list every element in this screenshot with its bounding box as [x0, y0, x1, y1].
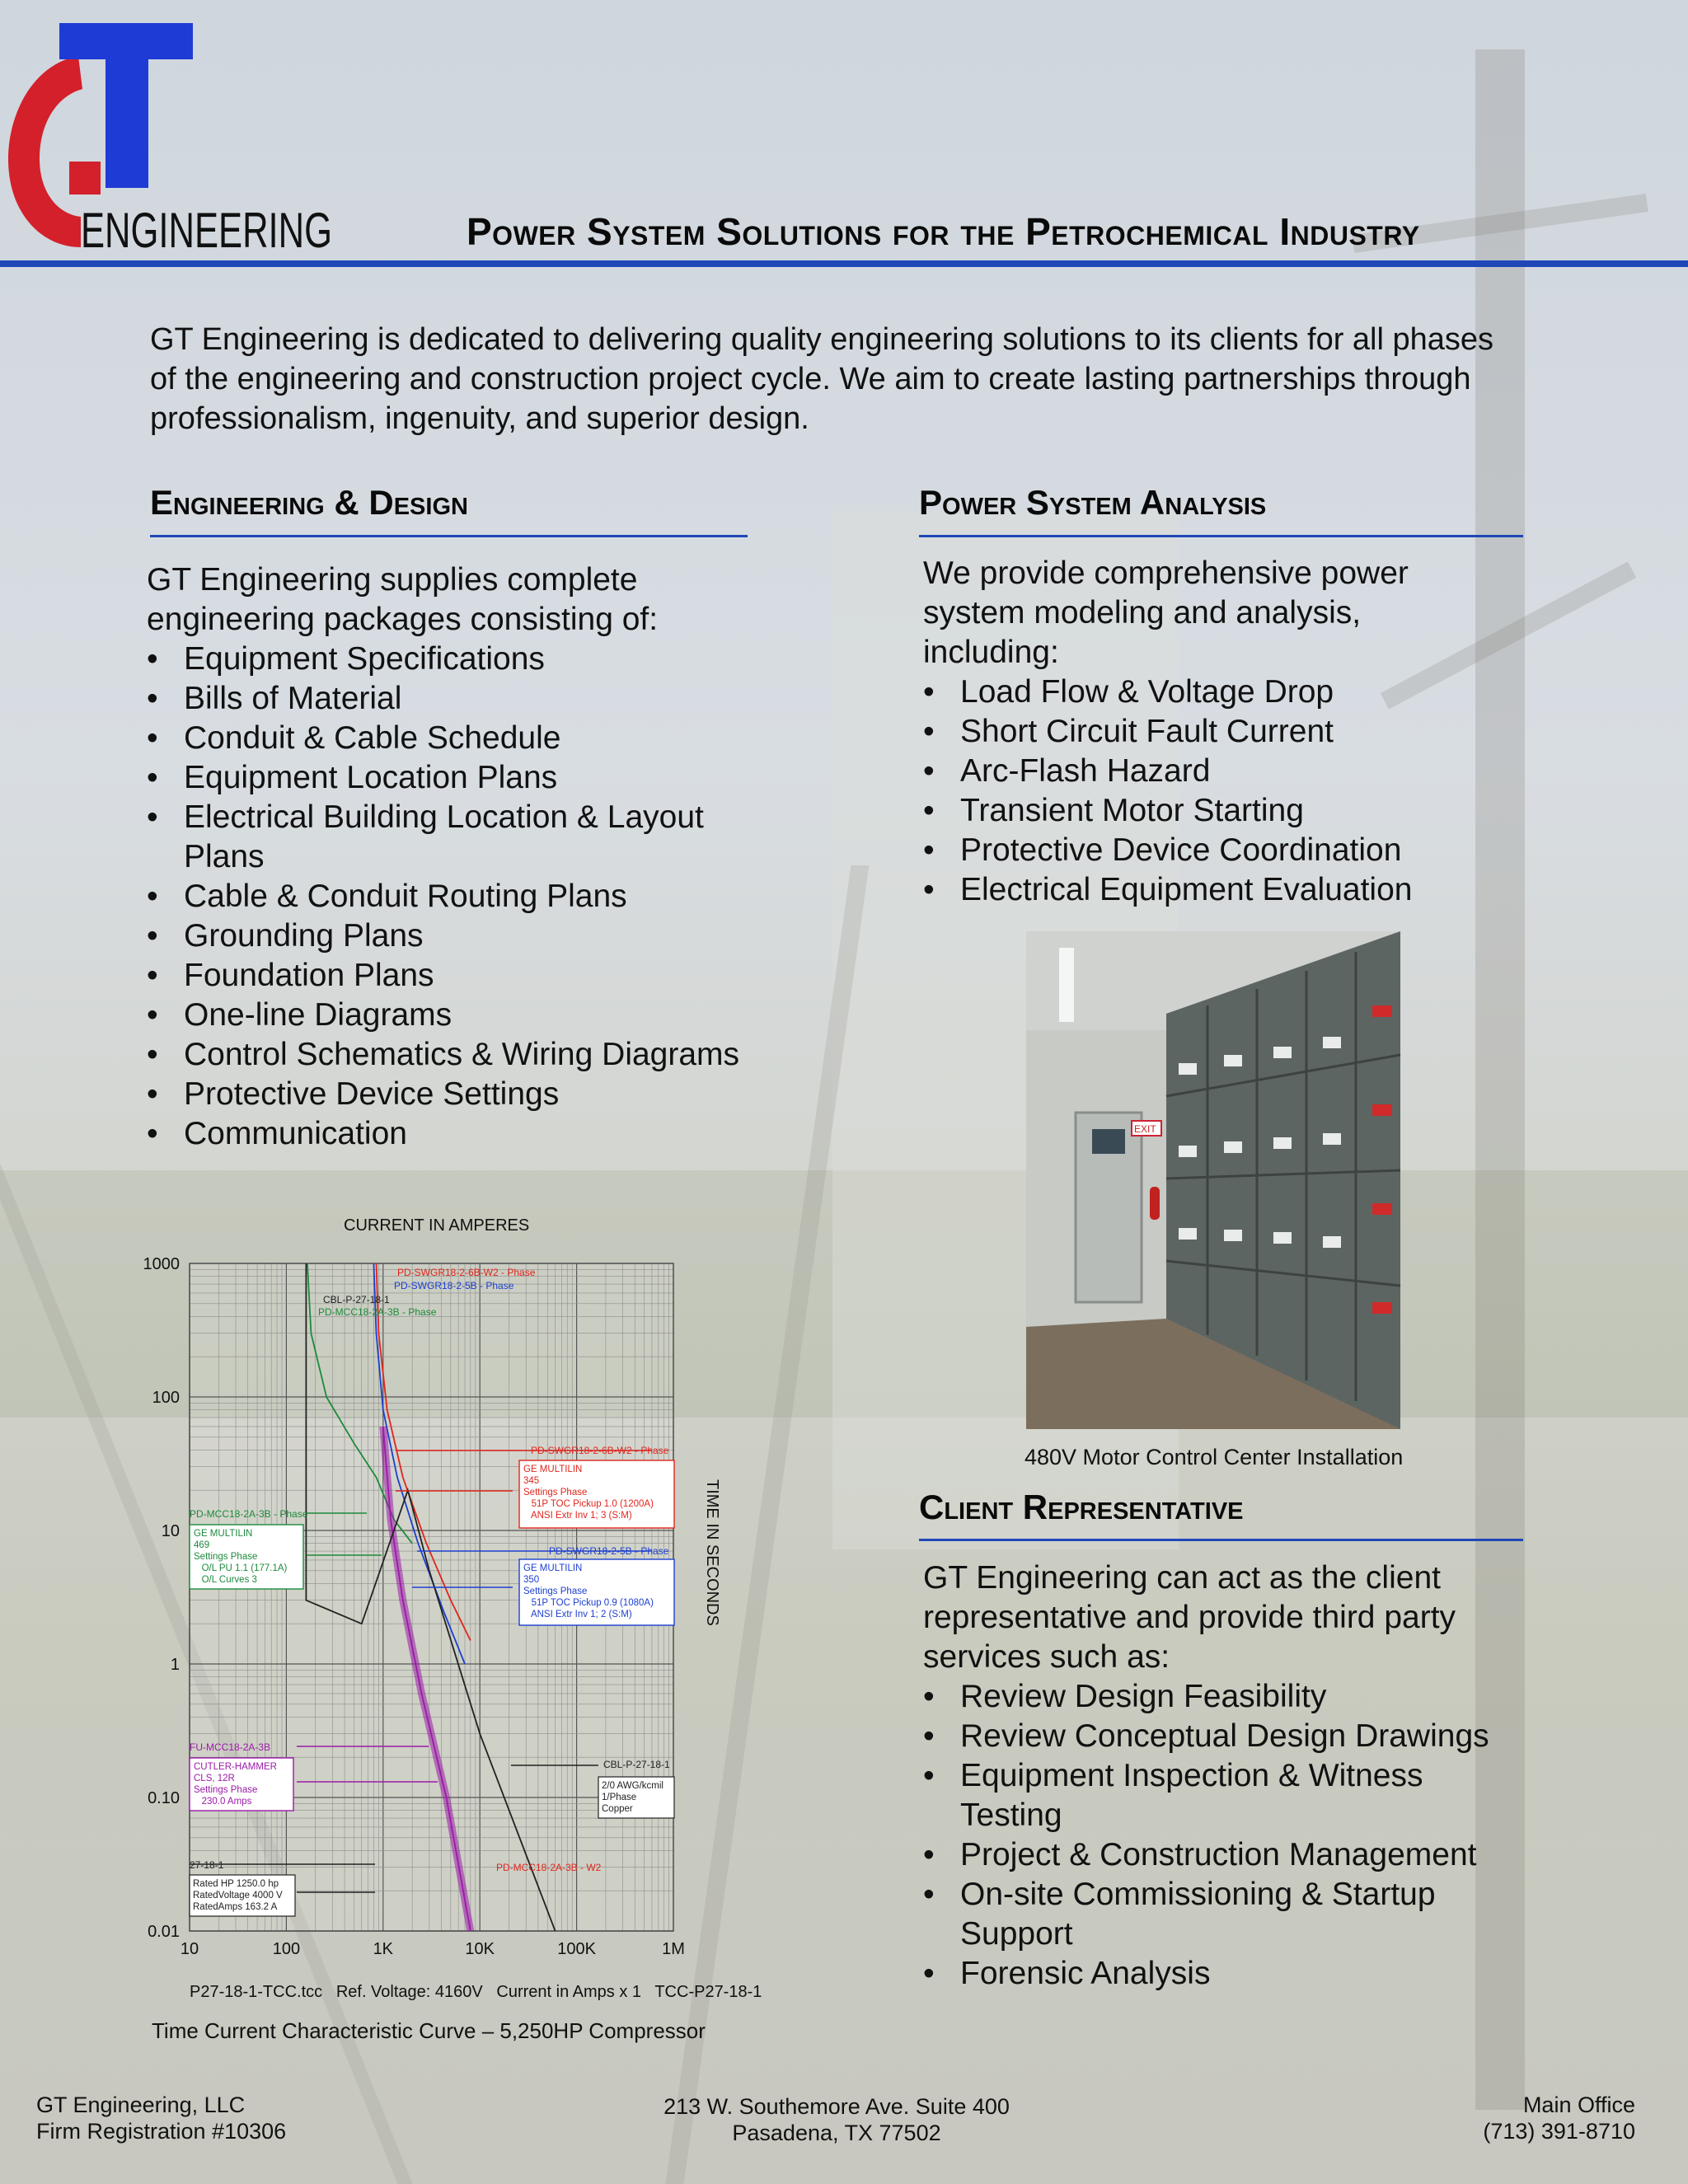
list-item: • Load Flow & Voltage Drop — [923, 673, 1500, 712]
list-item: • Protective Device Settings — [147, 1075, 740, 1114]
svg-text:ANSI Extr Inv 1; 3 (S:M): ANSI Extr Inv 1; 3 (S:M) — [523, 1511, 632, 1521]
svg-text:ANSI Extr Inv 1; 2 (S:M): ANSI Extr Inv 1; 2 (S:M) — [523, 1610, 632, 1619]
tcc-curve-label: PD-MCC18-2A-3B - Phase — [318, 1306, 437, 1318]
tcc-x-axis-title: CURRENT IN AMPERES — [344, 1216, 530, 1235]
footer-address — [577, 2093, 1096, 2146]
tcc-curve-label: CBL-P-27-18-1 — [323, 1294, 390, 1305]
list-item: • Protective Device Coordination — [923, 831, 1500, 870]
logo-g-shape — [8, 56, 82, 247]
tcc-chart-title: Time Current Characteristic Curve – 5,250HP Compressor — [152, 2018, 706, 2043]
photo-caption: 480V Motor Control Center Installation — [1025, 1445, 1404, 1469]
svg-text:1/Phase: 1/Phase — [602, 1793, 637, 1802]
tcc-x-tick-label: 10 — [180, 1940, 199, 1958]
tcc-x-tick-label: 10K — [465, 1940, 495, 1958]
footer-company: GT Engineering, LLC — [36, 2093, 246, 2117]
intro-paragraph: GT Engineering is dedicated to delivering quality engineering solutions to its clients for all phases of the engineering and construction project cycle. We aim to create lasting partnerships through professionalism, ingenuity, and superior design. — [150, 322, 1494, 436]
tcc-curve-label: CBL-P-27-18-1 — [603, 1759, 670, 1770]
footer-registration: Firm Registration #10306 — [36, 2119, 287, 2144]
tcc-curve-label: PD-SWGR18-2-5B - Phase — [394, 1280, 514, 1291]
svg-text:345: 345 — [523, 1476, 540, 1486]
mcc-installation-photo — [1026, 931, 1400, 1429]
svg-text:2/0 AWG/kcmil: 2/0 AWG/kcmil — [602, 1781, 663, 1791]
list-item: • On-site Commissioning & Startup Support — [923, 1875, 1517, 1954]
list-item: • Foundation Plans — [147, 956, 740, 996]
footer-contact — [1368, 2092, 1635, 2144]
svg-text:GE MULTILIN: GE MULTILIN — [523, 1465, 583, 1474]
list-item: • Transient Motor Starting — [923, 791, 1500, 831]
list-item: • Project & Construction Management — [923, 1835, 1517, 1875]
list-item: • Cable & Conduit Routing Plans — [147, 877, 740, 916]
svg-text:230.0 Amps: 230.0 Amps — [194, 1797, 252, 1807]
svg-text:469: 469 — [194, 1540, 210, 1550]
list-item: • Equipment Specifications — [147, 640, 740, 679]
svg-text:Settings Phase: Settings Phase — [194, 1552, 258, 1562]
engineering-section-rule — [150, 535, 748, 537]
svg-text:Rated HP 1250.0 hp: Rated HP 1250.0 hp — [193, 1879, 279, 1889]
list-item: • Communication — [147, 1114, 740, 1154]
logo-wordmark: ENGINEERING — [81, 203, 332, 258]
tcc-settings-box — [519, 1559, 674, 1625]
header-rule — [0, 260, 1688, 267]
list-item: • Equipment Inspection & Witness Testing — [923, 1756, 1517, 1835]
tcc-x-tick-label: 100K — [557, 1940, 596, 1958]
footer-left — [36, 2092, 286, 2144]
tcc-y-tick-label: 10 — [161, 1522, 180, 1540]
client-intro: GT Engineering can act as the client representative and provide third party services such as: — [923, 1560, 1456, 1675]
tcc-curve-label: 27-18-1 — [190, 1859, 224, 1871]
tcc-curve-label: PD-MCC18-2A-3B - W2 — [496, 1862, 602, 1873]
list-item: • Review Conceptual Design Drawings — [923, 1717, 1517, 1756]
list-item: • Conduit & Cable Schedule — [147, 719, 740, 758]
list-item: • Review Design Feasibility — [923, 1677, 1517, 1717]
analysis-list — [923, 673, 1500, 910]
tcc-chart — [124, 1203, 783, 2011]
tcc-y-tick-label: 1 — [170, 1656, 180, 1674]
list-item: • Control Schematics & Wiring Diagrams — [147, 1035, 740, 1075]
list-item: • Forensic Analysis — [923, 1954, 1517, 1994]
analysis-section-rule — [919, 535, 1523, 537]
tcc-curve-label: PD-MCC18-2A-3B - Phase — [190, 1508, 308, 1520]
list-item: • Short Circuit Fault Current — [923, 712, 1500, 752]
tcc-footer: P27-18-1-TCC.tcc Ref. Voltage: 4160V Current in Amps x 1 TCC-P27-18-1 — [190, 1983, 762, 2001]
tcc-settings-box — [190, 1525, 303, 1589]
tagline: Power System Solutions for the Petrochemical Industry — [467, 210, 1420, 253]
gt-engineering-logo — [0, 23, 346, 262]
svg-text:51P TOC Pickup 0.9 (1080A): 51P TOC Pickup 0.9 (1080A) — [523, 1598, 654, 1608]
list-item: • Arc-Flash Hazard — [923, 752, 1500, 791]
svg-text:O/L PU 1.1 (177.1A): O/L PU 1.1 (177.1A) — [194, 1563, 288, 1573]
tcc-y-tick-label: 1000 — [143, 1255, 180, 1273]
tcc-y-tick-label: 100 — [152, 1389, 180, 1407]
svg-text:RatedVoltage 4000 V: RatedVoltage 4000 V — [193, 1891, 283, 1900]
svg-text:O/L Curves 3: O/L Curves 3 — [194, 1575, 257, 1585]
engineering-section — [147, 560, 740, 1154]
svg-text:GE MULTILIN: GE MULTILIN — [194, 1529, 253, 1539]
list-item: • Grounding Plans — [147, 916, 740, 956]
footer-phone: (713) 391-8710 — [1483, 2119, 1635, 2144]
exit-sign: EXIT — [1134, 1123, 1156, 1135]
client-section-rule — [919, 1539, 1523, 1541]
svg-text:51P TOC Pickup 1.0 (1200A): 51P TOC Pickup 1.0 (1200A) — [523, 1499, 654, 1509]
list-item: • One-line Diagrams — [147, 996, 740, 1035]
tcc-settings-box — [519, 1460, 674, 1528]
logo-g-bar — [69, 162, 101, 194]
engineering-intro: GT Engineering supplies complete engineering packages consisting of: — [147, 562, 659, 637]
svg-text:RatedAmps 163.2 A: RatedAmps 163.2 A — [193, 1902, 278, 1912]
list-item: • Equipment Location Plans — [147, 758, 740, 798]
client-list — [923, 1677, 1517, 1994]
svg-text:350: 350 — [523, 1575, 540, 1585]
svg-text:Settings Phase: Settings Phase — [194, 1785, 258, 1795]
logo-t-stem — [106, 23, 148, 188]
svg-text:Settings Phase: Settings Phase — [523, 1488, 588, 1497]
logo-letters: GT — [0, 23, 2, 24]
tcc-y-tick-label: 0.01 — [148, 1923, 180, 1941]
svg-text:Settings Phase: Settings Phase — [523, 1586, 588, 1596]
tcc-x-tick-label: 1K — [373, 1940, 394, 1958]
mcc-photo-illustration — [1026, 931, 1400, 1429]
client-section — [923, 1558, 1517, 1994]
svg-text:CUTLER-HAMMER: CUTLER-HAMMER — [194, 1762, 277, 1772]
svg-text:GE MULTILIN: GE MULTILIN — [523, 1563, 583, 1573]
tcc-x-tick-label: 100 — [272, 1940, 301, 1958]
tcc-settings-box — [598, 1777, 674, 1818]
engineering-list — [147, 640, 740, 1154]
svg-text:Copper: Copper — [602, 1804, 633, 1814]
tcc-y-axis-title: TIME IN SECONDS — [703, 1479, 721, 1626]
list-item: • Electrical Equipment Evaluation — [923, 870, 1500, 910]
tcc-y-tick-label: 0.10 — [148, 1789, 180, 1807]
tcc-curve-label: PD-SWGR18-2-5B - Phase — [549, 1545, 669, 1557]
list-item: • Bills of Material — [147, 679, 740, 719]
tcc-curve-label: PD-SWGR18-2-6B-W2 - Phase — [397, 1267, 536, 1278]
tcc-curve-label: PD-SWGR18-2-6B-W2 - Phase — [531, 1445, 669, 1456]
engineering-section-title: Engineering & Design — [150, 483, 468, 522]
tcc-settings-box — [190, 1758, 293, 1811]
analysis-intro: We provide comprehensive power system modeling and analysis, including: — [923, 555, 1409, 670]
analysis-section-title: Power System Analysis — [919, 483, 1267, 522]
footer-address-line2: Pasadena, TX 77502 — [732, 2121, 941, 2145]
footer-address-line1: 213 W. Southemore Ave. Suite 400 — [663, 2094, 1010, 2119]
footer-office-label: Main Office — [1522, 2093, 1635, 2117]
list-item: • Electrical Building Location & Layout Plans — [147, 798, 740, 877]
svg-text:CLS, 12R: CLS, 12R — [194, 1774, 235, 1783]
tcc-curve-label: FU-MCC18-2A-3B — [190, 1741, 271, 1753]
analysis-section — [923, 554, 1500, 910]
client-section-title: Client Representative — [919, 1488, 1244, 1526]
tcc-x-tick-label: 1M — [662, 1940, 685, 1958]
tcc-settings-box — [190, 1875, 295, 1916]
